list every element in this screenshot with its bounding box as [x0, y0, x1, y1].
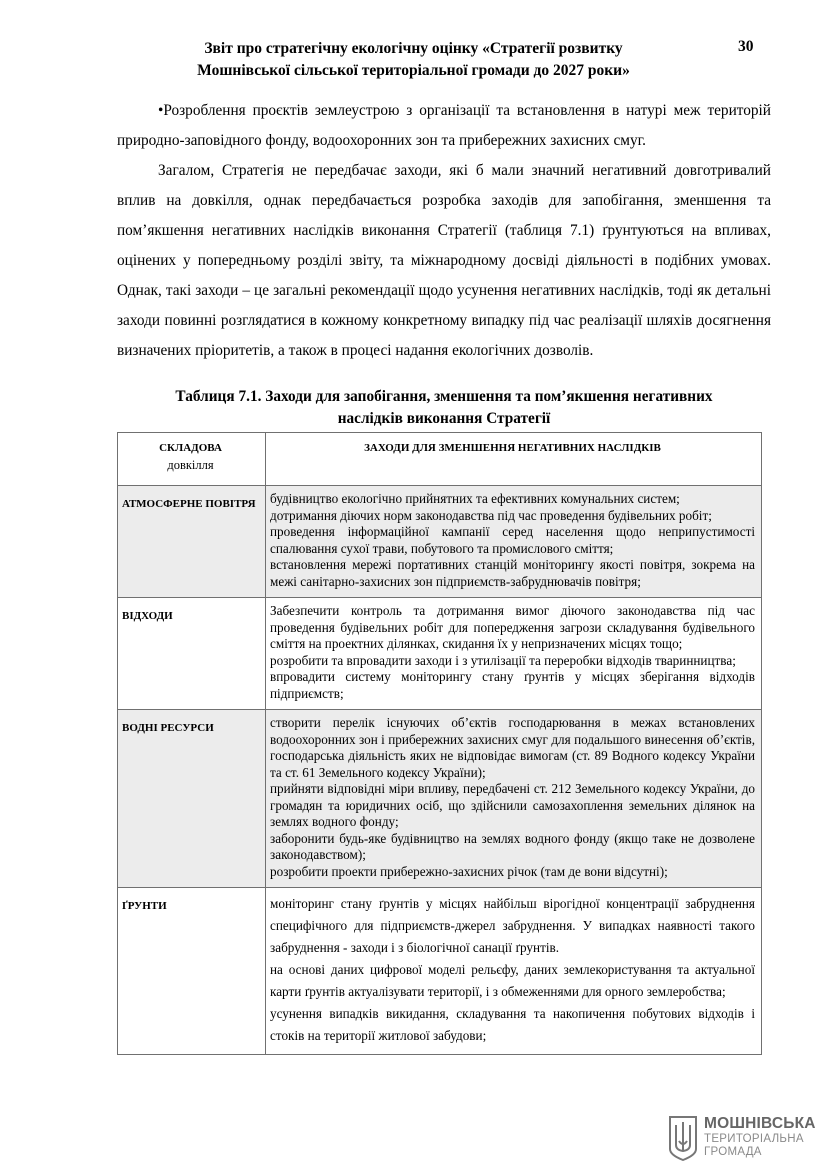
measure-item: розробити проекти прибережно-захисних річок (там де вони відсутні); — [270, 863, 668, 879]
body-text — [117, 96, 771, 366]
community-logo — [668, 1113, 816, 1163]
table-row-soil — [118, 888, 762, 1055]
logo-line-1: МОШНІВСЬКА — [704, 1115, 816, 1132]
column-header-component-title: СКЛАДОВА — [159, 442, 222, 454]
measure-item: заборонити будь-яке будівництво на землях водного фонду (якщо таке не дозволене законодавством); — [270, 830, 755, 862]
measure-item: на основі даних цифрової моделі рельєфу, даних землекористування та актуальної карти ґрунтів актуалізувати території, і з обмеженнями для орного землеробства; — [270, 962, 755, 999]
measure-item: впровадити систему моніторингу стану ґрунтів у місцях зберігання відходів підприємств; — [270, 669, 755, 701]
measures-cell — [266, 598, 762, 710]
measure-item: будівництво екологічно прийнятних та ефективних комунальних систем; — [270, 491, 680, 506]
measures-cell — [266, 888, 762, 1055]
column-header-measures: ЗАХОДИ ДЛЯ ЗМЕНШЕННЯ НЕГАТИВНИХ НАСЛІДКІВ — [266, 433, 762, 486]
page-number: 30 — [738, 38, 754, 55]
logo-line-3: ГРОМАДА — [704, 1146, 762, 1158]
measure-item: створити перелік існуючих об’єктів господарювання в межах встановлених водоохоронних зон і прибережних захисних смуг для подальшого винесення об’єктів, господарська діяльність яких не відповідає вимогам (ст. 89 Водного кодексу України та ст. 61 Земельного кодексу України); — [270, 715, 755, 780]
bullet-paragraph — [117, 96, 771, 156]
measures-cell — [266, 710, 762, 888]
measures-cell — [266, 486, 762, 598]
logo-line-2: ТЕРИТОРІАЛЬНА — [704, 1133, 804, 1145]
component-cell: ҐРУНТИ — [118, 888, 266, 1055]
summary-paragraph: Загалом, Стратегія не передбачає заходи, які б мали значний негативний довготривалий вплив на довкілля, однак передбачається розробка заходів для запобігання, зменшення та пом’якшення негативних наслідків виконання Стратегії (таблиця 7.1) ґрунтуються на впливах, оцінених у попередньому розділі звіту, та міжнародному досвіді діяльності в подібних умовах. Однак, такі заходи – це загальні рекомендації щодо усунення негативних наслідків, тоді як детальні заходи повинні розглядатися в кожному конкретному випадку під час реалізації шляхів досягнення визначених пріоритетів, а також в процесі надання екологічних дозволів. — [117, 162, 771, 359]
column-header-component-sub: довкілля — [167, 457, 214, 472]
measure-item: усунення випадків викидання, складування та накопичення побутових відходів і стоків на території житлової забудови; — [270, 1006, 755, 1043]
component-cell: АТМОСФЕРНЕ ПОВІТРЯ — [118, 486, 266, 598]
table-row-water — [118, 710, 762, 888]
measure-item: прийняти відповідні міри впливу, передбачені ст. 212 Земельного кодексу України, до громадян та юридичних осіб, що здійснили самозахоплення земельних ділянок на землях водного фонду; — [270, 781, 755, 829]
report-title-line-1: Звіт про стратегічну екологічну оцінку «Стратегії розвитку — [204, 40, 623, 57]
page-header — [0, 38, 827, 82]
table-row-air — [118, 486, 762, 598]
measure-item: Забезпечити контроль та дотримання вимог діючого законодавства під час проведення будівельних робіт для попередження загрози складування будівельного сміття на проектних ділянках, скидання їх у непризначених місцях тощо; — [270, 603, 755, 651]
table-header-row — [118, 433, 762, 486]
table-caption-line-1: Таблиця 7.1. Заходи для запобігання, зменшення та пом’якшення негативних — [175, 388, 713, 405]
column-header-component — [118, 433, 266, 486]
report-title-line-2: Мошнівської сільської територіальної громади до 2027 роки» — [197, 62, 630, 79]
table-caption-line-2: наслідків виконання Стратегії — [337, 410, 551, 427]
measures-table — [117, 432, 762, 1055]
measure-item: проведення інформаційної кампанії серед населення щодо неприпустимості спалювання сухої трави, побутового та промислового сміття; — [270, 524, 755, 556]
measure-item: розробити та впровадити заходи і з утилізації та переробки відходів тваринництва; — [270, 652, 736, 668]
bullet-marker: • — [158, 102, 164, 119]
component-cell: ВОДНІ РЕСУРСИ — [118, 710, 266, 888]
measure-item: дотримання діючих норм законодавства під час проведення будівельних робіт; — [270, 507, 712, 523]
bullet-text: Розроблення проєктів землеустрою з організації та встановлення в натурі меж територій природно-заповідного фонду, водоохоронних зон та прибережних захисних смуг. — [117, 102, 771, 149]
measure-item: моніторинг стану ґрунтів у місцях найбільш вірогідної концентрації забруднення специфічного для підприємств-джерел забруднення. У випадках наявності такого забруднення - заходи і з біологічної санації ґрунтів. — [270, 896, 755, 955]
component-cell: ВІДХОДИ — [118, 598, 266, 710]
table-caption — [117, 386, 771, 430]
measure-item: встановлення мережі портативних станцій моніторингу якості повітря, зокрема на межі санітарно-захисних зон підприємств-забруднювачів повітря; — [270, 557, 755, 589]
table-row-waste — [118, 598, 762, 710]
trident-emblem-icon — [668, 1115, 698, 1161]
